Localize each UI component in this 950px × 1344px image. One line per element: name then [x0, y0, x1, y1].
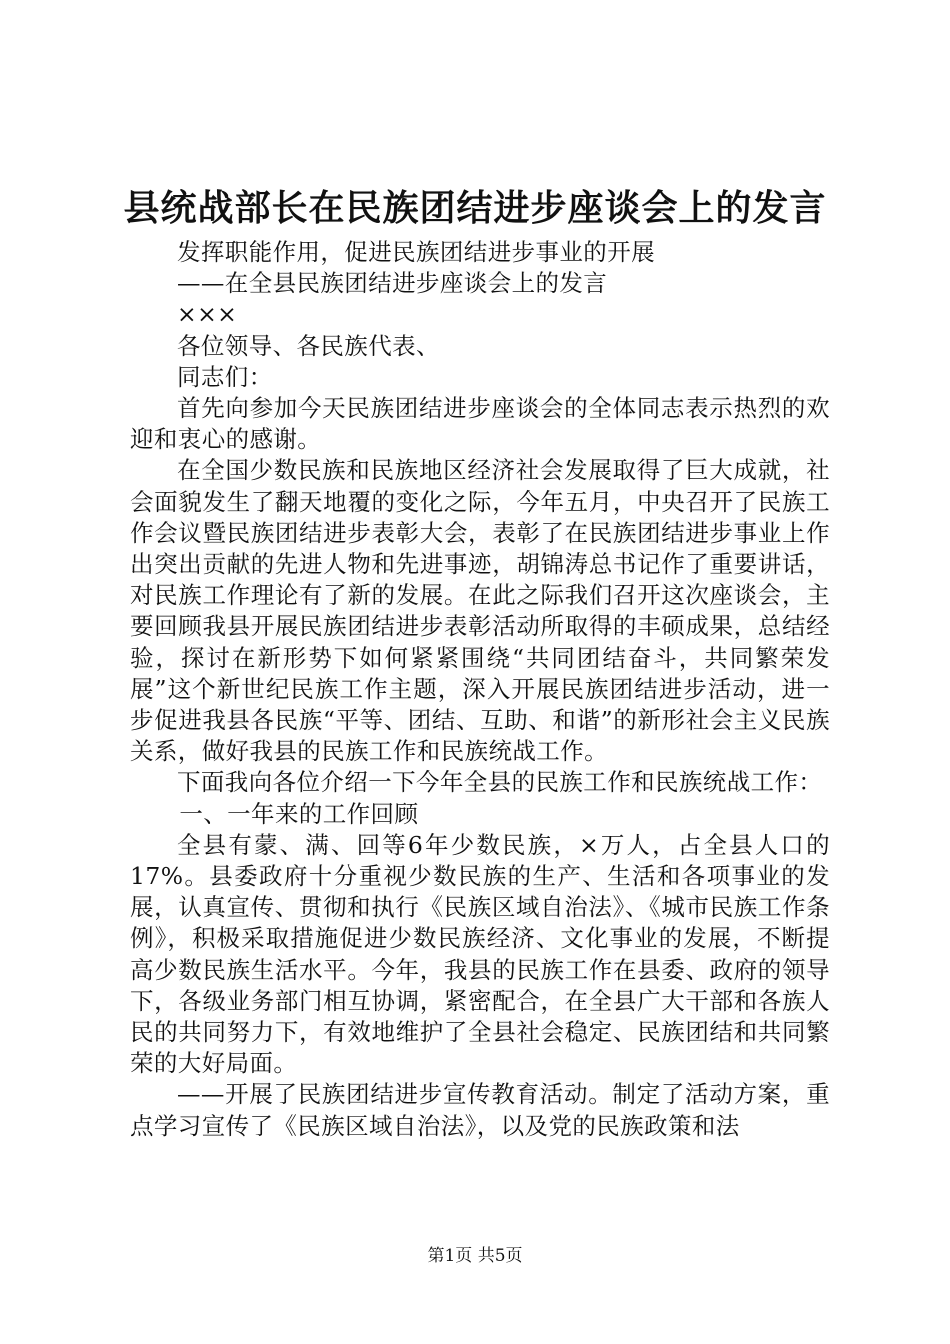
section-heading: 一、一年来的工作回顾: [179, 799, 419, 828]
salutation-paragraph: 各位领导、各民族代表、: [177, 331, 440, 360]
body-paragraph: ——开展了民族团结进步宣传教育活动。制定了活动方案，重点学习宣传了《民族区域自治法》，以及党的民族政策和法: [130, 1080, 830, 1140]
body-paragraph: 下面我向各位介绍一下今年全县的民族工作和民族统战工作：: [177, 768, 823, 797]
body-paragraph: 首先向参加今天民族团结进步座谈会的全体同志表示热烈的欢迎和衷心的感谢。: [130, 394, 830, 454]
page-footer: 第1页 共5页: [427, 1246, 523, 1266]
body-paragraph: 在全国少数民族和民族地区经济社会发展取得了巨大成就，社会面貌发生了翻天地覆的变化之际，今年五月，中央召开了民族工作会议暨民族团结进步表彰大会，表彰了在民族团结进步事业上作出突出贡献的先进人物和先进事迹，胡锦涛总书记作了重要讲话，对民族工作理论有了新的发展。在此之际我们召开这次座谈会，主要回顾我县开展民族团结进步表彰活动所取得的丰硕成果，总结经验，探讨在新形势下如何紧紧围绕“共同团结奋斗，共同繁荣发展”这个新世纪民族工作主题，深入开展民族团结进步活动，进一步促进我县各民族“平等、团结、互助、和谐”的新形社会主义民族关系，做好我县的民族工作和民族统战工作。: [130, 456, 830, 766]
body-paragraph: 全县有蒙、满、回等6年少数民族，×万人，占全县人口的17%。县委政府十分重视少数民族的生产、生活和各项事业的发展，认真宣传、贯彻和执行《民族区域自治法》、《城市民族工作条例》，积极采取措施促进少数民族经济、文化事业的发展，不断提高少数民族生活水平。今年，我县的民族工作在县委、政府的领导下，各级业务部门相互协调，紧密配合，在全县广大干部和各族人民的共同努力下，有效地维护了全县社会稳定、民族团结和共同繁荣的大好局面。: [130, 830, 830, 1078]
document-title: 县统战部长在民族团结进步座谈会上的发言: [123, 188, 827, 229]
subtitle-paragraph: 发挥职能作用，促进民族团结进步事业的开展: [177, 238, 655, 266]
document-body: [130, 237, 830, 1142]
subtitle-occasion-paragraph: ——在全县民族团结进步座谈会上的发言: [177, 269, 608, 298]
salutation-comrades-paragraph: 同志们：: [177, 362, 273, 391]
speaker-name-paragraph: ×××: [177, 300, 238, 329]
